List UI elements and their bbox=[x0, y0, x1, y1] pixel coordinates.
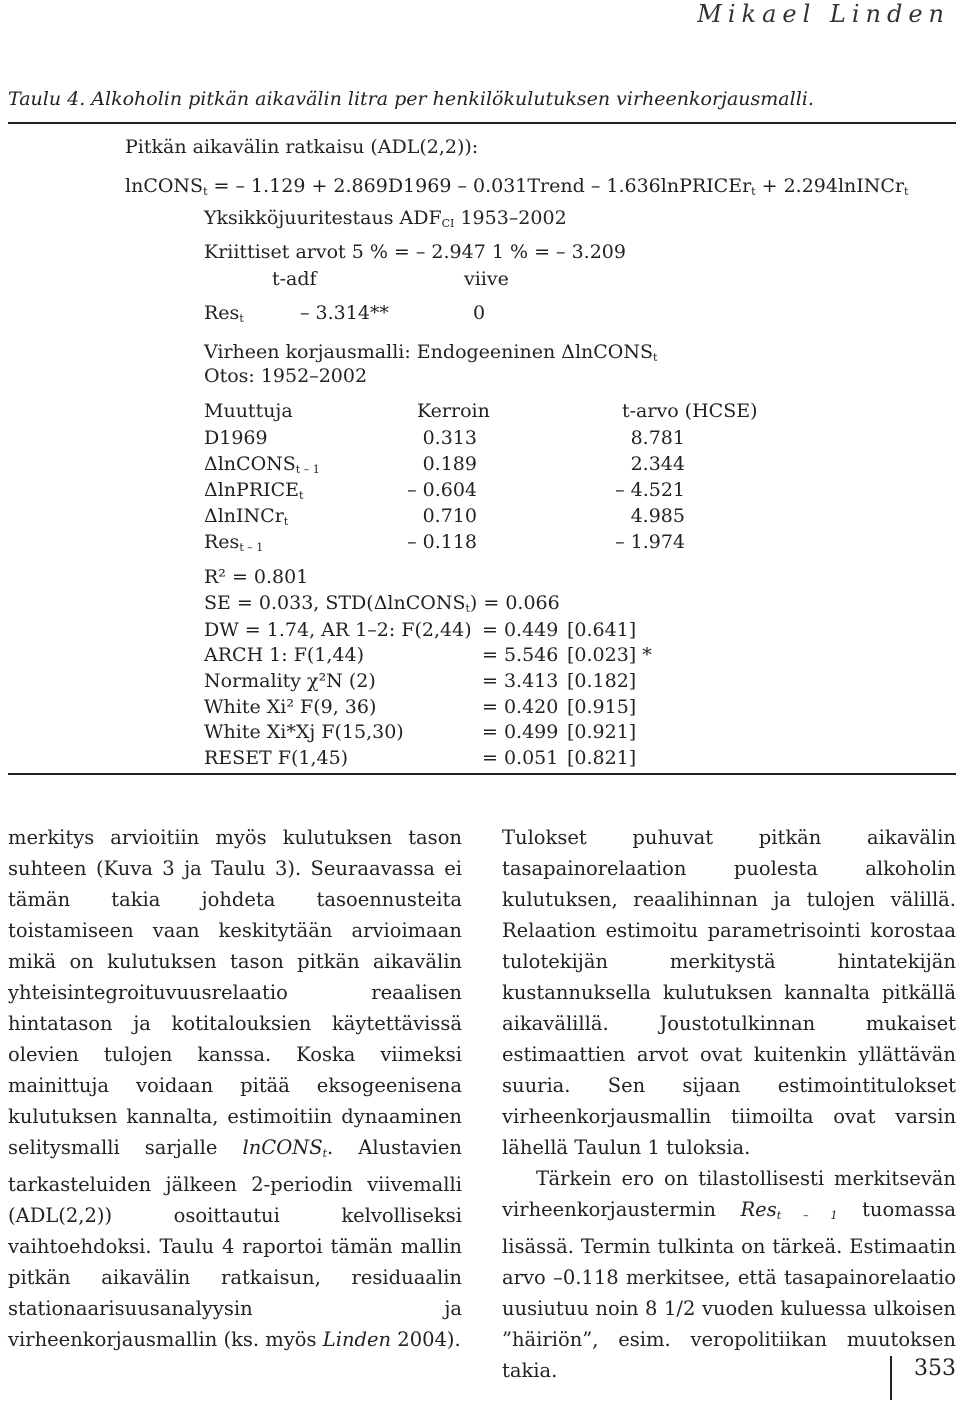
diag-name: RESET F(1,45) bbox=[204, 747, 349, 769]
header-variable: Muuttuja bbox=[204, 400, 293, 422]
diag-stat: = 3.413 bbox=[482, 670, 559, 692]
table-top-rule bbox=[8, 122, 956, 124]
row-var: ΔlnINCr$_t$ bbox=[204, 505, 289, 528]
diag-pvalue: [0.921] bbox=[567, 721, 637, 743]
diag-name: White Xi² F(9, 36) bbox=[204, 696, 377, 718]
diag-pvalue: [0.182] bbox=[567, 670, 637, 692]
res-tadf: – 3.314** bbox=[300, 302, 389, 324]
row-coef: 0.189 bbox=[422, 453, 477, 475]
diag-name: White Xi*Xj F(15,30) bbox=[204, 721, 404, 743]
longrun-equation: lnCONS$_t$ = – 1.129 + 2.869D1969 – 0.031Trend – 1.636lnPRICEr$_t$ + 2.294lnINCr$_t$ bbox=[125, 175, 909, 198]
row-coef: 0.313 bbox=[422, 427, 477, 449]
row-var: D1969 bbox=[204, 427, 268, 449]
diag-name: DW = 1.74, AR 1–2: F(2,44) bbox=[204, 619, 472, 641]
diag-stat: = 0.420 bbox=[482, 696, 559, 718]
res-lag: 0 bbox=[473, 302, 486, 324]
critical-values: Kriittiset arvot 5 % = – 2.947 1 % = – 3.209 bbox=[204, 241, 626, 263]
r-squared: R² = 0.801 bbox=[204, 566, 309, 588]
row-tval: 4.985 bbox=[630, 505, 685, 527]
body-paragraph: merkitys arvioitiin myös kulutuksen tason suhteen (Kuva 3 ja Taulu 3). Seuraavassa ei tämän takia johdeta tasoennusteita toistamiseen vaan keskitytään arvioimaan mikä on kulutuksen tason pitkän aikavälin yhteisintegroituvuusrelaatio reaalisen hintatason ja kotitalouksien käytettävissä olevien tulojen kanssa. Koska viimeksi mainittuja voidaan pitää eksogeenisena kulutuksen kannalta, estimoitiin dynaaminen selitysmalli sarjalle lnCONS$_t$. Alustavien tarkasteluiden jälkeen 2-periodin viivemalli (ADL(2,2)) osoittautui kelvolliseksi vaihtoehdoksi. Taulu 4 raportoi tämän mallin pitkän aikavälin ratkaisun, residuaalin stationaarisuusanalyysin ja virheenkorjausmallin (ks. myös Linden 2004). bbox=[8, 826, 462, 1351]
diag-name: Normality χ²N (2) bbox=[204, 670, 376, 692]
body-right-column bbox=[502, 822, 956, 1386]
body-paragraph: Tulokset puhuvat pitkän aikavälin tasapainorelaation puolesta alkoholin kulutuksen, reaalihinnan ja tulojen välillä. Relaation estimoitu parametrisointi korostaa tulotekijän merkitystä hintatekijän kustannuksella kulutuksen kannalta pitkällä aikavälillä. Joustotulkinnan mukaiset estimaattien arvot ovat kuitenkin yllättävän suuria. Sen sijaan estimointitulokset virheenkorjausmallin tiimoilta ovat varsin lähellä Taulun 1 tuloksia. bbox=[502, 826, 956, 1159]
diag-stat: = 0.499 bbox=[482, 721, 559, 743]
header-tvalue: t-arvo (HCSE) bbox=[622, 400, 758, 422]
table-caption: Taulu 4. Alkoholin pitkän aikavälin litra per henkilökulutuksen virheenkorjausmalli. bbox=[8, 88, 814, 110]
longrun-title: Pitkän aikavälin ratkaisu (ADL(2,2)): bbox=[125, 136, 479, 158]
ecm-title: Virheen korjausmalli: Endogeeninen ΔlnCONS$_t$ bbox=[204, 341, 658, 364]
diag-name: ARCH 1: F(1,44) bbox=[204, 644, 365, 666]
row-tval: – 4.521 bbox=[615, 479, 685, 501]
diag-pvalue: [0.023] * bbox=[567, 644, 652, 666]
row-coef: 0.710 bbox=[422, 505, 477, 527]
adf-line: Yksikköjuuritestaus $ADF_{CI}$ 1953–2002 bbox=[204, 207, 567, 230]
row-tval: – 1.974 bbox=[615, 531, 685, 553]
diag-pvalue: [0.821] bbox=[567, 747, 637, 769]
diag-pvalue: [0.641] bbox=[567, 619, 637, 641]
diag-stat: = 0.051 bbox=[482, 747, 559, 769]
row-tval: 8.781 bbox=[630, 427, 685, 449]
diag-stat: = 0.449 bbox=[482, 619, 559, 641]
diag-pvalue: [0.915] bbox=[567, 696, 637, 718]
body-left-column bbox=[8, 822, 462, 1355]
tadf-header: t-adf bbox=[272, 268, 317, 290]
row-coef: – 0.604 bbox=[407, 479, 477, 501]
header-coefficient: Kerroin bbox=[417, 400, 490, 422]
lag-header: viive bbox=[464, 268, 509, 290]
page-number: 353 bbox=[914, 1356, 956, 1381]
page-number-bar bbox=[890, 1356, 892, 1400]
running-header-author: Mikael Linden bbox=[697, 0, 950, 28]
sample-period: Otos: 1952–2002 bbox=[204, 365, 368, 387]
row-coef: – 0.118 bbox=[407, 531, 477, 553]
row-var: ΔlnPRICE$_t$ bbox=[204, 479, 304, 502]
row-tval: 2.344 bbox=[630, 453, 685, 475]
body-paragraph: Tärkein ero on tilastollisesti merkitsevän virheenkorjaustermin Res$_{t - 1}$ tuomassa lisässä. Termin tulkinta on tärkeä. Estimaatin arvo –0.118 merkitsee, että tasapainorelaatio uusiutuu noin 8 1/2 vuoden kuluessa ulkoisen ”häiriön”, esim. veropolitiikan muutoksen takia. bbox=[502, 1167, 956, 1382]
standard-error: SE = 0.033, STD(ΔlnCONS$_t$) = 0.066 bbox=[204, 592, 560, 615]
res-label: Res$_t$ bbox=[204, 302, 244, 325]
row-var: Res$_{t - 1}$ bbox=[204, 531, 264, 554]
row-var: ΔlnCONS$_{t - 1}$ bbox=[204, 453, 320, 476]
diag-stat: = 5.546 bbox=[482, 644, 559, 666]
table-bottom-rule bbox=[8, 773, 956, 775]
